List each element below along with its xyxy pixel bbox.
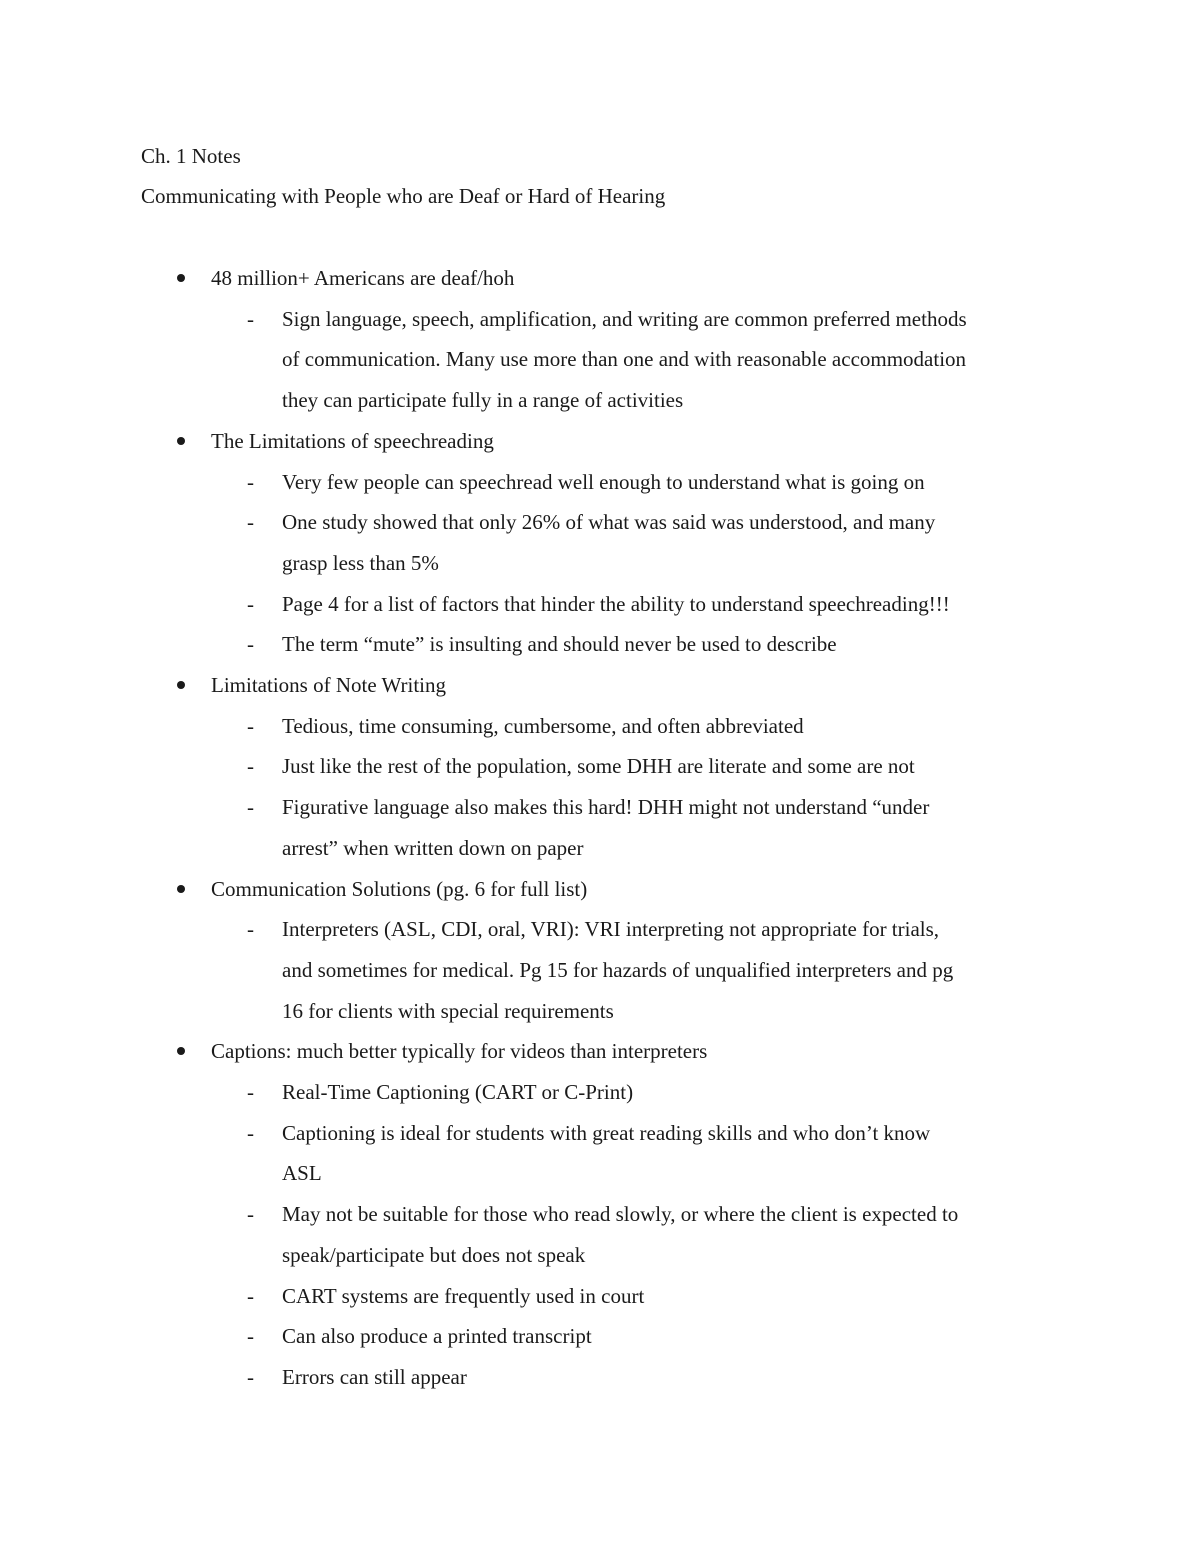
dash-marker: - [247, 1202, 254, 1227]
dash-marker: - [247, 754, 254, 779]
dash-marker: - [247, 510, 254, 535]
sub-item-line: arrest” when written down on paper [282, 835, 584, 860]
sub-item-line: Page 4 for a list of factors that hinder the ability to understand speechreading!!! [282, 591, 950, 616]
dash-marker: - [247, 632, 254, 657]
sub-item-line: May not be suitable for those who read slowly, or where the client is expected to [282, 1202, 959, 1227]
dash-marker: - [247, 795, 254, 820]
dash-marker: - [247, 469, 254, 494]
dash-marker: - [247, 591, 254, 616]
section-heading: Captions: much better typically for videos than interpreters [211, 1039, 708, 1064]
sub-item-line: grasp less than 5% [282, 550, 439, 575]
section-heading: Limitations of Note Writing [211, 673, 446, 697]
page-title: Ch. 1 Notes [141, 144, 241, 168]
bullet-icon [177, 274, 185, 282]
page-subtitle: Communicating with People who are Deaf or Hard of Hearing [141, 184, 666, 208]
section-heading: 48 million+ Americans are deaf/hoh [211, 266, 515, 290]
dash-marker: - [247, 1364, 254, 1389]
sub-item-line: 16 for clients with special requirements [282, 998, 614, 1023]
sub-item-line: Interpreters (ASL, CDI, oral, VRI): VRI interpreting not appropriate for trials, [282, 917, 940, 942]
section-heading: Communication Solutions (pg. 6 for full list) [211, 876, 588, 901]
dash-marker: - [247, 306, 254, 331]
sub-item-line: Figurative language also makes this hard! DHH might not understand “under [282, 795, 930, 820]
dash-marker: - [247, 1324, 254, 1349]
bullet-icon [177, 681, 185, 689]
dash-marker: - [247, 1283, 254, 1308]
sub-item-line: Very few people can speechread well enough to understand what is going on [282, 469, 925, 494]
sub-item-line: Errors can still appear [282, 1364, 467, 1389]
bullet-icon [177, 1047, 185, 1055]
sub-item-line: Tedious, time consuming, cumbersome, and often abbreviated [282, 713, 804, 738]
sub-item-line: One study showed that only 26% of what was said was understood, and many [282, 510, 936, 535]
bullet-icon [177, 885, 185, 893]
sub-item-line: Just like the rest of the population, some DHH are literate and some are not [282, 754, 915, 779]
sub-item-line: speak/participate but does not speak [282, 1242, 586, 1267]
sub-item-line: and sometimes for medical. Pg 15 for hazards of unqualified interpreters and pg [282, 957, 954, 982]
dash-marker: - [247, 713, 254, 738]
sub-item-line: Captioning is ideal for students with great reading skills and who don’t know [282, 1120, 931, 1145]
sub-item-line: The term “mute” is insulting and should never be used to describe [282, 632, 837, 657]
dash-marker: - [247, 1120, 254, 1145]
sub-item-line: Sign language, speech, amplification, and writing are common preferred methods [282, 306, 967, 331]
sub-item-line: ASL [282, 1161, 322, 1186]
sub-item-line: Can also produce a printed transcript [282, 1324, 592, 1349]
sub-item-line: Real-Time Captioning (CART or C-Print) [282, 1080, 634, 1104]
dash-marker: - [247, 1080, 254, 1104]
bullet-icon [177, 437, 185, 445]
sub-item-line: of communication. Many use more than one and with reasonable accommodation [282, 347, 967, 372]
section-heading: The Limitations of speechreading [211, 428, 494, 453]
sub-item-line: they can participate fully in a range of activities [282, 388, 684, 413]
sub-item-line: CART systems are frequently used in court [282, 1283, 645, 1308]
dash-marker: - [247, 917, 254, 942]
